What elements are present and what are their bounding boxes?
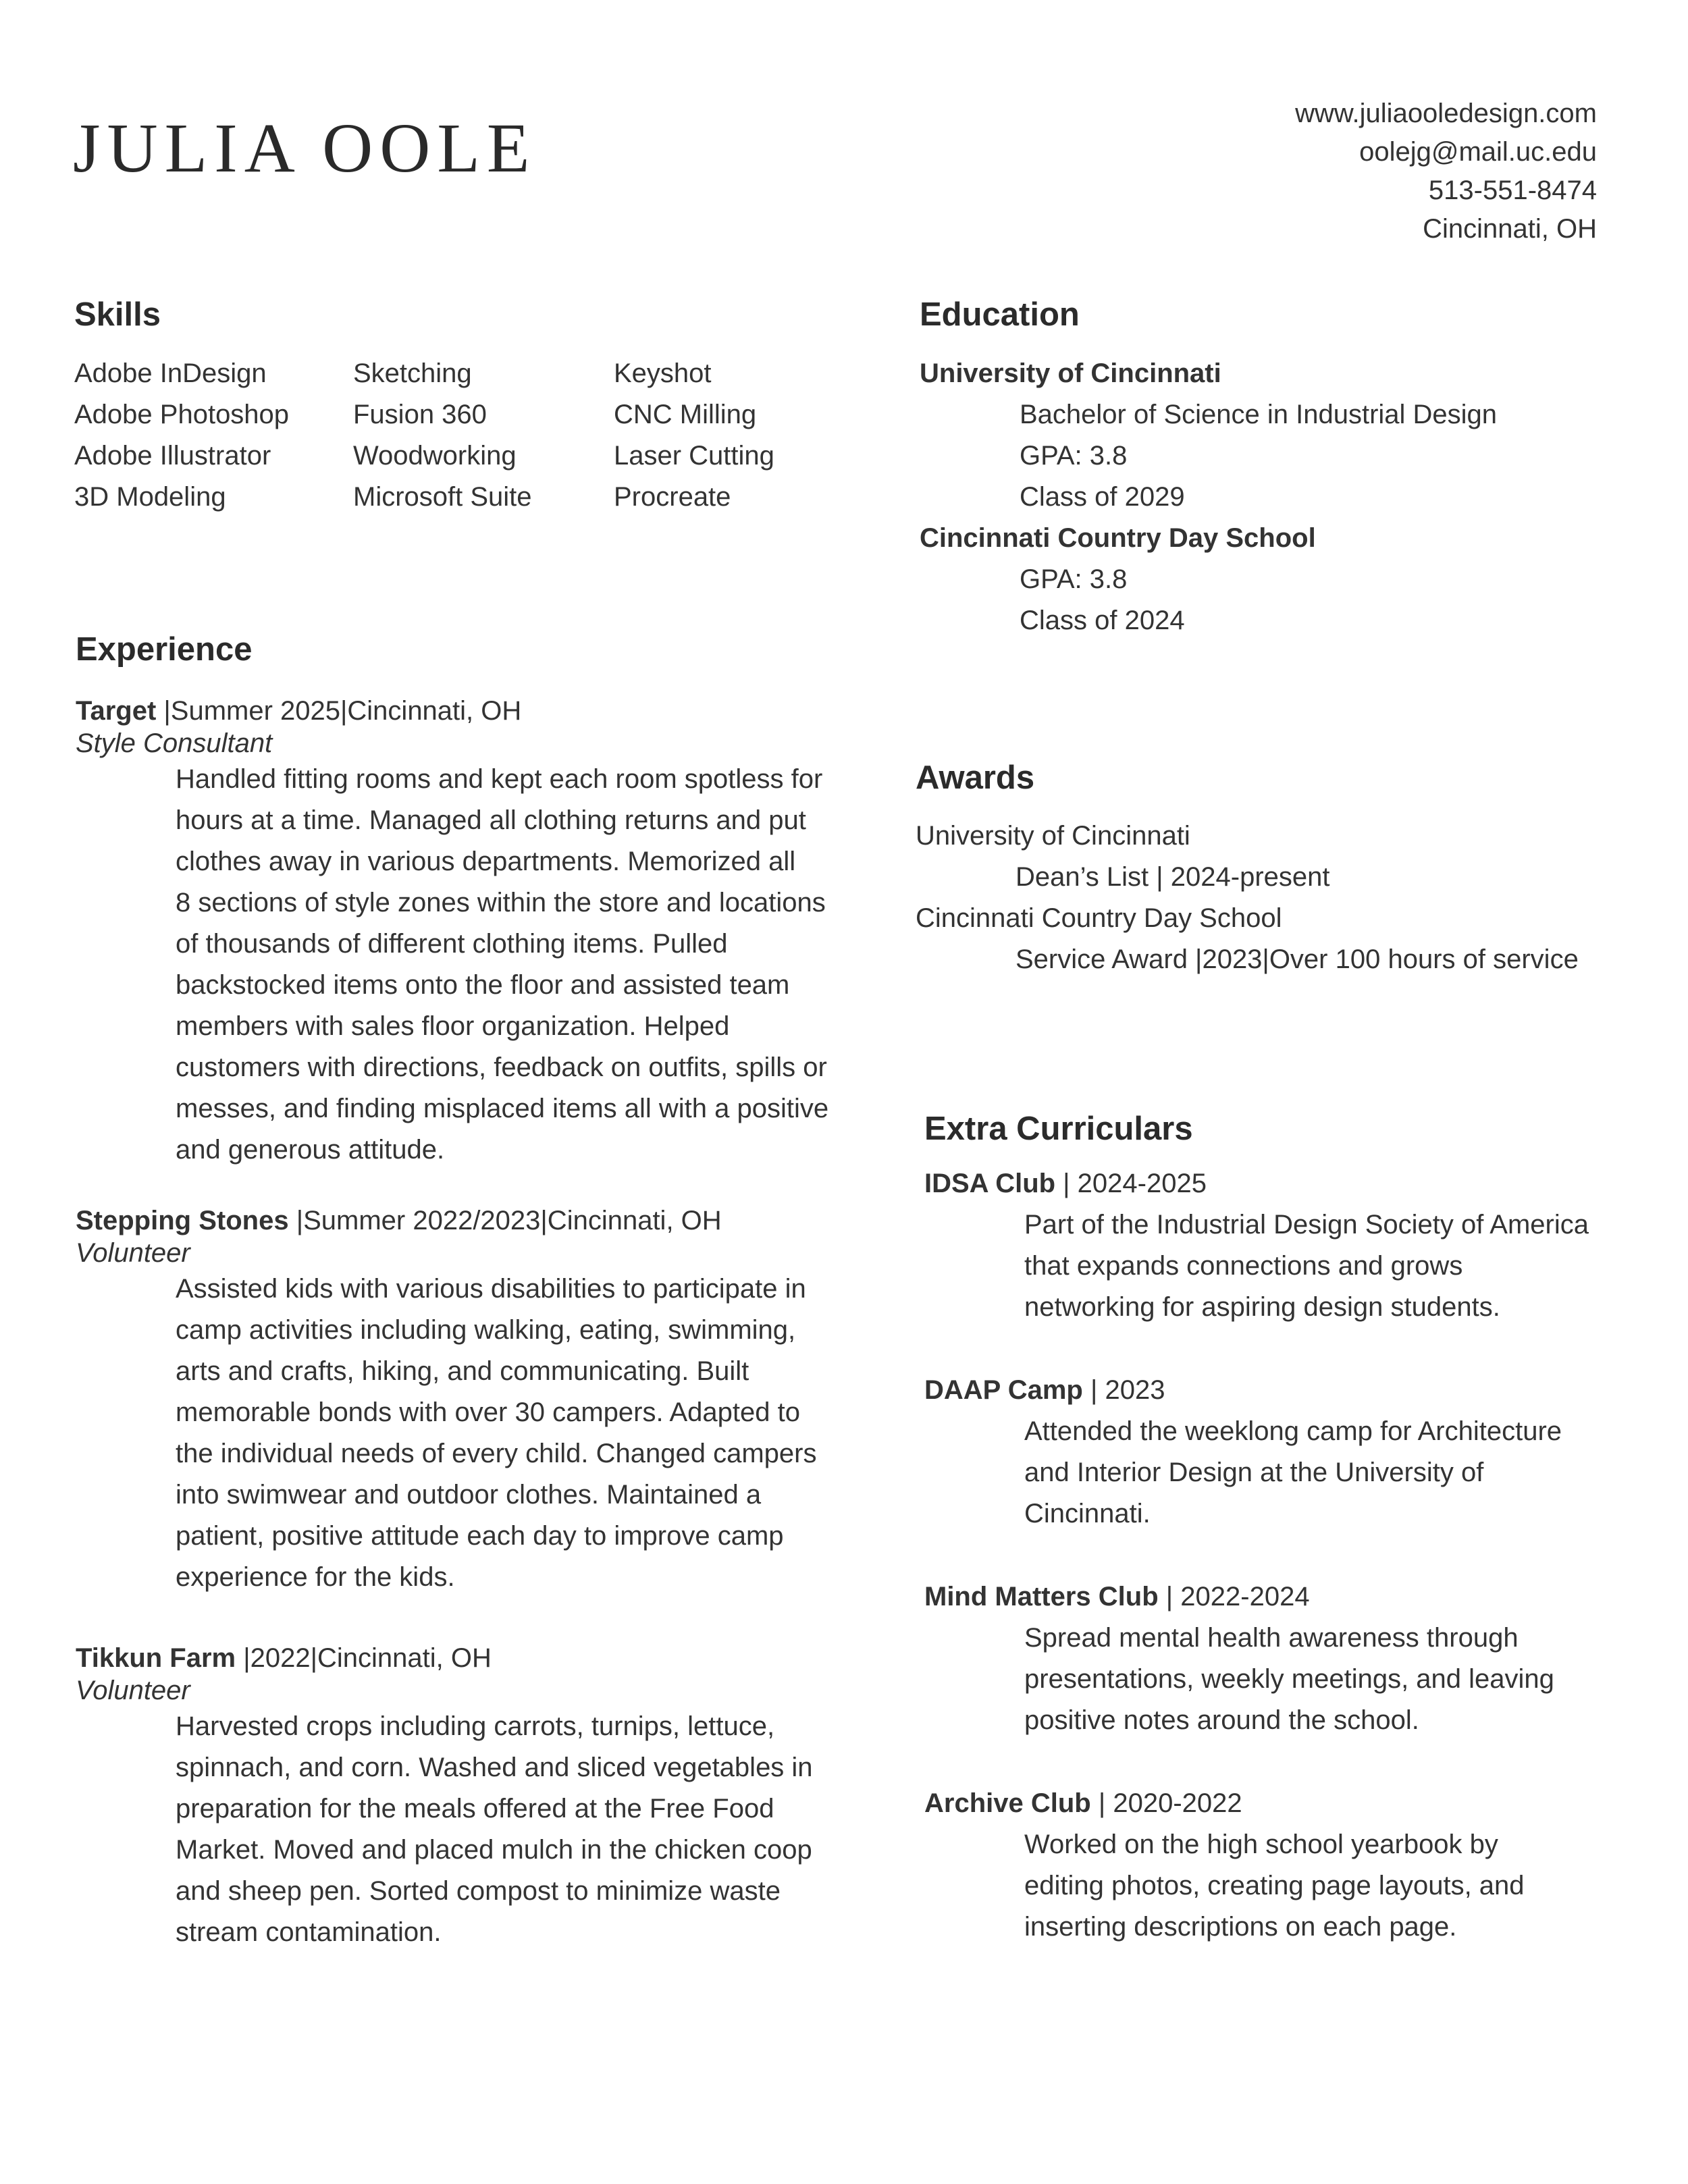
award-org: Cincinnati Country Day School xyxy=(916,903,1282,933)
description-line: 8 sections of style zones within the store and locations xyxy=(176,888,826,917)
description-line: preparation for the meals offered at the Free Food xyxy=(176,1794,774,1823)
activity-line: Spread mental health awareness through xyxy=(1024,1623,1519,1653)
skill-item: Microsoft Suite xyxy=(353,482,532,512)
skill-item: Adobe Photoshop xyxy=(74,400,290,429)
description-line: spinnach, and corn. Washed and sliced vegetables in xyxy=(176,1753,813,1782)
description-line: messes, and finding misplaced items all with a positive xyxy=(176,1094,829,1123)
job-meta: |Summer 2025|Cincinnati, OH xyxy=(156,696,522,726)
job-entry xyxy=(76,694,828,1171)
extracurriculars-heading: Extra Curriculars xyxy=(924,1111,1193,1147)
website-link[interactable]: www.juliaooledesign.com xyxy=(1295,99,1597,128)
job-description xyxy=(76,1706,813,1953)
skill-item: CNC Milling xyxy=(614,400,757,429)
skill-item: Keyshot xyxy=(614,358,712,388)
description-line: clothes away in various departments. Memorized all xyxy=(176,847,796,876)
activity-line: positive notes around the school. xyxy=(1024,1705,1419,1735)
skill-item: Adobe InDesign xyxy=(74,358,267,388)
activity-line: Part of the Industrial Design Society of America xyxy=(1024,1210,1589,1240)
awards-list xyxy=(916,816,1591,980)
description-line: memorable bonds with over 30 campers. Adapted to xyxy=(176,1397,800,1427)
activity-header xyxy=(924,1576,1600,1618)
school-detail: Bachelor of Science in Industrial Design xyxy=(1020,400,1498,429)
job-entry xyxy=(76,1641,813,1953)
job-header xyxy=(76,1204,816,1237)
activity-meta: | 2020-2022 xyxy=(1090,1788,1242,1818)
description-line: stream contamination. xyxy=(176,1917,442,1947)
description-line: and sheep pen. Sorted compost to minimize waste xyxy=(176,1876,781,1906)
activity-meta: | 2024-2025 xyxy=(1055,1169,1207,1198)
resume-name: JULIA OOLE xyxy=(73,109,537,187)
activity-meta: | 2022-2024 xyxy=(1158,1582,1310,1612)
school-detail: GPA: 3.8 xyxy=(1020,441,1128,471)
description-line: of thousands of different clothing items. Pulled xyxy=(176,929,728,959)
activity-header xyxy=(924,1163,1600,1204)
activity-line: inserting descriptions on each page. xyxy=(1024,1912,1457,1942)
location: Cincinnati, OH xyxy=(1423,214,1597,244)
skills-column-1 xyxy=(74,353,289,518)
award-org: University of Cincinnati xyxy=(916,821,1190,851)
job-meta: |2022|Cincinnati, OH xyxy=(236,1643,492,1673)
activity-entry xyxy=(924,1370,1600,1535)
school-name: University of Cincinnati xyxy=(920,358,1221,388)
school-detail: GPA: 3.8 xyxy=(1020,564,1128,594)
award-detail: Service Award |2023|Over 100 hours of service xyxy=(1016,944,1579,974)
activity-line: presentations, weekly meetings, and leaving xyxy=(1024,1664,1554,1694)
skill-item: Adobe Illustrator xyxy=(74,441,271,471)
skill-item: Procreate xyxy=(614,482,731,512)
job-header xyxy=(76,1641,813,1675)
education-heading: Education xyxy=(920,296,1080,333)
activity-line: and Interior Design at the University of xyxy=(1024,1458,1484,1487)
school-detail: Class of 2024 xyxy=(1020,606,1185,635)
job-org: Target xyxy=(76,696,157,726)
job-role: Volunteer xyxy=(76,1238,190,1268)
activity-line: Worked on the high school yearbook by xyxy=(1024,1830,1498,1859)
award-detail: Dean’s List | 2024-present xyxy=(1016,862,1330,892)
contact-block xyxy=(1295,95,1597,248)
job-description xyxy=(76,1269,816,1598)
activity-line: that expands connections and grows xyxy=(1024,1251,1463,1281)
job-entry xyxy=(76,1204,816,1598)
description-line: the individual needs of every child. Changed campers xyxy=(176,1439,817,1468)
skills-column-3 xyxy=(614,353,774,518)
job-description xyxy=(76,759,828,1171)
phone-number: 513-551-8474 xyxy=(1428,176,1597,205)
skill-item: Fusion 360 xyxy=(353,400,487,429)
description-line: experience for the kids. xyxy=(176,1562,455,1592)
experience-heading: Experience xyxy=(76,631,253,668)
skill-item: 3D Modeling xyxy=(74,482,226,512)
activity-entry xyxy=(924,1163,1600,1328)
description-line: camp activities including walking, eating, swimming, xyxy=(176,1315,796,1345)
activity-name: DAAP Camp xyxy=(924,1375,1083,1405)
email-link[interactable]: oolejg@mail.uc.edu xyxy=(1359,137,1597,167)
activity-line: networking for aspiring design students. xyxy=(1024,1292,1500,1322)
activity-meta: | 2023 xyxy=(1082,1375,1165,1405)
description-line: hours at a time. Managed all clothing returns and put xyxy=(176,805,806,835)
skills-column-2 xyxy=(353,353,532,518)
activity-name: Archive Club xyxy=(924,1788,1091,1818)
description-line: Handled fitting rooms and kept each room spotless for xyxy=(176,764,823,794)
description-line: and generous attitude. xyxy=(176,1135,445,1165)
skill-item: Woodworking xyxy=(353,441,517,471)
activity-header xyxy=(924,1370,1600,1411)
activity-entry xyxy=(924,1783,1600,1948)
description-line: arts and crafts, hiking, and communicating. Built xyxy=(176,1356,749,1386)
activity-line: editing photos, creating page layouts, and xyxy=(1024,1871,1525,1900)
job-org: Tikkun Farm xyxy=(76,1643,236,1673)
description-line: members with sales floor organization. Helped xyxy=(176,1011,730,1041)
skills-heading: Skills xyxy=(74,296,161,333)
skill-item: Sketching xyxy=(353,358,472,388)
education-list xyxy=(920,353,1527,641)
job-role: Volunteer xyxy=(76,1676,190,1705)
description-line: into swimwear and outdoor clothes. Maintained a xyxy=(176,1480,762,1510)
activity-line: Attended the weeklong camp for Architecture xyxy=(1024,1416,1562,1446)
job-role: Style Consultant xyxy=(76,728,273,758)
school-detail: Class of 2029 xyxy=(1020,482,1185,512)
description-line: patient, positive attitude each day to improve camp xyxy=(176,1521,784,1551)
awards-heading: Awards xyxy=(916,760,1035,796)
job-header xyxy=(76,694,828,728)
activity-line: Cincinnati. xyxy=(1024,1499,1151,1528)
activity-header xyxy=(924,1783,1600,1824)
activity-name: IDSA Club xyxy=(924,1169,1056,1198)
skill-item: Laser Cutting xyxy=(614,441,774,471)
school-name: Cincinnati Country Day School xyxy=(920,523,1316,553)
description-line: Assisted kids with various disabilities to participate in xyxy=(176,1274,806,1304)
activity-name: Mind Matters Club xyxy=(924,1582,1159,1612)
description-line: customers with directions, feedback on outfits, spills or xyxy=(176,1053,827,1082)
job-meta: |Summer 2022/2023|Cincinnati, OH xyxy=(288,1206,722,1235)
description-line: backstocked items onto the floor and assisted team xyxy=(176,970,790,1000)
description-line: Harvested crops including carrots, turnips, lettuce, xyxy=(176,1711,775,1741)
activity-entry xyxy=(924,1576,1600,1741)
description-line: Market. Moved and placed mulch in the chicken coop xyxy=(176,1835,812,1865)
job-org: Stepping Stones xyxy=(76,1206,289,1235)
